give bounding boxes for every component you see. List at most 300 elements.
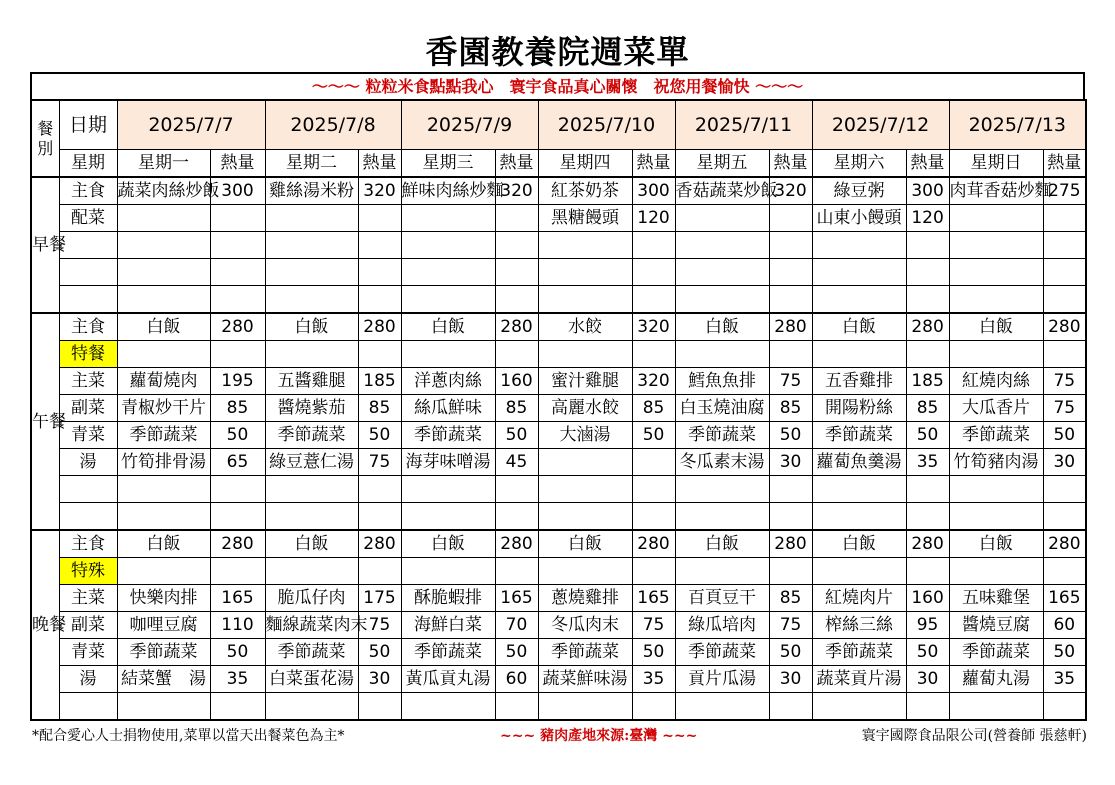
calorie-cell: 35 <box>906 449 949 476</box>
calorie-cell <box>906 232 949 259</box>
calorie-cell <box>906 693 949 721</box>
course-label <box>59 286 117 314</box>
calorie-cell: 160 <box>906 585 949 612</box>
calorie-cell: 30 <box>769 666 812 693</box>
dish-cell: 山東小饅頭 <box>812 205 906 232</box>
dish-cell <box>117 286 210 314</box>
calorie-cell: 280 <box>495 530 538 558</box>
dish-cell <box>401 503 495 531</box>
dinner-row <box>31 612 1086 639</box>
dish-cell <box>812 503 906 531</box>
dish-cell <box>117 259 210 286</box>
calorie-cell: 50 <box>632 639 675 666</box>
calorie-cell: 85 <box>769 585 812 612</box>
dish-cell <box>538 693 632 721</box>
calorie-cell: 300 <box>210 177 265 205</box>
calorie-cell <box>1043 205 1086 232</box>
dish-cell <box>265 558 358 585</box>
calorie-cell: 75 <box>1043 368 1086 395</box>
dinner-row <box>31 558 1086 585</box>
dish-cell <box>949 341 1043 368</box>
dish-cell: 鮮味肉絲炒麵 <box>401 177 495 205</box>
dish-cell <box>949 558 1043 585</box>
calorie-cell <box>210 259 265 286</box>
dish-cell: 季節蔬菜 <box>401 422 495 449</box>
dish-cell: 高麗水餃 <box>538 395 632 422</box>
calorie-cell <box>906 259 949 286</box>
dish-cell: 咖哩豆腐 <box>117 612 210 639</box>
dish-cell <box>401 558 495 585</box>
calorie-cell <box>1043 341 1086 368</box>
course-label <box>59 259 117 286</box>
calorie-cell: 50 <box>1043 422 1086 449</box>
calorie-cell <box>769 503 812 531</box>
dish-cell <box>812 693 906 721</box>
dish-cell <box>675 259 769 286</box>
calorie-cell <box>495 232 538 259</box>
dish-cell: 蔥燒雞排 <box>538 585 632 612</box>
calorie-cell: 195 <box>210 368 265 395</box>
calorie-cell <box>210 286 265 314</box>
dish-cell <box>265 693 358 721</box>
dish-cell <box>949 693 1043 721</box>
calorie-cell: 75 <box>358 449 401 476</box>
dish-cell <box>265 341 358 368</box>
dish-cell: 白飯 <box>401 313 495 341</box>
calorie-header: 熱量 <box>769 150 812 178</box>
calorie-cell: 280 <box>906 313 949 341</box>
dish-cell: 海鮮白菜 <box>401 612 495 639</box>
calorie-cell: 85 <box>358 395 401 422</box>
calorie-cell <box>495 503 538 531</box>
dish-cell: 酥脆蝦排 <box>401 585 495 612</box>
calorie-cell <box>1043 259 1086 286</box>
dish-cell <box>675 476 769 503</box>
footer-company: 寰宇國際食品限公司(營養師 張慈軒) <box>861 728 1087 744</box>
calorie-cell: 60 <box>495 666 538 693</box>
dish-cell <box>401 205 495 232</box>
calorie-cell: 50 <box>210 422 265 449</box>
dish-cell <box>401 286 495 314</box>
dish-cell: 季節蔬菜 <box>401 639 495 666</box>
dish-cell <box>265 503 358 531</box>
date-cell: 2025/7/8 <box>265 100 401 150</box>
dish-cell <box>949 259 1043 286</box>
calorie-cell: 50 <box>495 422 538 449</box>
calorie-cell <box>1043 693 1086 721</box>
calorie-cell: 280 <box>906 530 949 558</box>
breakfast-row <box>31 177 1086 205</box>
course-label: 主食 <box>59 530 117 558</box>
dish-cell <box>117 341 210 368</box>
footer-origin: ~~~ 豬肉產地來源:臺灣 ~~~ <box>500 728 698 744</box>
lunch-row <box>31 503 1086 531</box>
calorie-cell: 275 <box>1043 177 1086 205</box>
dish-cell: 紅茶奶茶 <box>538 177 632 205</box>
calorie-cell <box>632 476 675 503</box>
calorie-cell: 85 <box>906 395 949 422</box>
course-label: 特殊 <box>59 558 117 585</box>
dish-cell <box>538 503 632 531</box>
date-cell: 2025/7/13 <box>949 100 1086 150</box>
dish-cell <box>538 449 632 476</box>
calorie-cell <box>358 476 401 503</box>
calorie-cell <box>495 693 538 721</box>
calorie-header: 熱量 <box>1043 150 1086 178</box>
footer <box>32 724 1087 748</box>
dish-cell: 白飯 <box>675 313 769 341</box>
dish-cell <box>675 232 769 259</box>
calorie-cell <box>1043 476 1086 503</box>
dish-cell: 季節蔬菜 <box>812 422 906 449</box>
calorie-cell <box>769 341 812 368</box>
calorie-cell <box>769 232 812 259</box>
calorie-cell <box>1043 503 1086 531</box>
breakfast-row <box>31 259 1086 286</box>
calorie-cell: 280 <box>1043 530 1086 558</box>
calorie-cell <box>358 232 401 259</box>
dinner-row <box>31 530 1086 558</box>
dish-cell <box>949 205 1043 232</box>
course-label <box>59 476 117 503</box>
dish-cell: 百頁豆干 <box>675 585 769 612</box>
date-cell: 2025/7/9 <box>401 100 538 150</box>
calorie-cell <box>210 693 265 721</box>
weekday-cell: 星期三 <box>401 150 495 178</box>
calorie-cell <box>210 205 265 232</box>
dish-cell: 竹筍排骨湯 <box>117 449 210 476</box>
calorie-cell: 165 <box>495 585 538 612</box>
course-label: 湯 <box>59 449 117 476</box>
calorie-cell <box>632 693 675 721</box>
date-column-header: 日期 <box>59 100 117 150</box>
dish-cell: 白飯 <box>265 530 358 558</box>
calorie-cell <box>1043 232 1086 259</box>
lunch-row <box>31 422 1086 449</box>
course-label: 青菜 <box>59 422 117 449</box>
dish-cell <box>675 503 769 531</box>
calorie-cell <box>358 286 401 314</box>
weekday-column-header: 星期 <box>59 150 117 178</box>
dish-cell <box>949 503 1043 531</box>
calorie-cell: 75 <box>769 612 812 639</box>
dish-cell: 麵線蔬菜肉末 <box>265 612 358 639</box>
dish-cell <box>812 286 906 314</box>
dish-cell: 季節蔬菜 <box>949 639 1043 666</box>
dish-cell: 醬燒紫茄 <box>265 395 358 422</box>
dish-cell <box>265 476 358 503</box>
dish-cell <box>675 286 769 314</box>
course-label <box>59 693 117 721</box>
dish-cell <box>401 341 495 368</box>
calorie-cell <box>358 205 401 232</box>
calorie-cell: 300 <box>632 177 675 205</box>
dish-cell: 冬瓜素末湯 <box>675 449 769 476</box>
dish-cell: 醬燒豆腐 <box>949 612 1043 639</box>
calorie-cell <box>632 558 675 585</box>
dish-cell <box>675 693 769 721</box>
calorie-cell: 30 <box>769 449 812 476</box>
breakfast-label: 早餐 <box>31 177 59 313</box>
calorie-cell <box>495 476 538 503</box>
dish-cell: 白飯 <box>265 313 358 341</box>
calorie-cell: 30 <box>358 666 401 693</box>
dish-cell <box>117 232 210 259</box>
calorie-cell: 320 <box>632 313 675 341</box>
weekly-menu-table <box>30 99 1087 721</box>
calorie-cell: 30 <box>906 666 949 693</box>
dish-cell: 白飯 <box>675 530 769 558</box>
calorie-cell: 120 <box>906 205 949 232</box>
weekday-cell: 星期五 <box>675 150 769 178</box>
dish-cell: 海芽味噌湯 <box>401 449 495 476</box>
calorie-cell <box>210 341 265 368</box>
dish-cell: 青椒炒干片 <box>117 395 210 422</box>
calorie-header: 熱量 <box>906 150 949 178</box>
calorie-cell <box>632 449 675 476</box>
calorie-cell <box>1043 558 1086 585</box>
calorie-cell: 85 <box>210 395 265 422</box>
calorie-header: 熱量 <box>358 150 401 178</box>
dish-cell: 冬瓜肉末 <box>538 612 632 639</box>
calorie-cell: 320 <box>495 177 538 205</box>
calorie-cell: 320 <box>358 177 401 205</box>
course-label <box>59 232 117 259</box>
footer-note: *配合愛心人士捐物使用,菜單以當天出餐菜色為主* <box>32 728 345 744</box>
dish-cell: 白飯 <box>538 530 632 558</box>
date-cell: 2025/7/12 <box>812 100 949 150</box>
calorie-cell: 50 <box>906 422 949 449</box>
dish-cell: 蘿蔔燒肉 <box>117 368 210 395</box>
calorie-cell <box>769 259 812 286</box>
calorie-cell: 30 <box>1043 449 1086 476</box>
dish-cell: 開陽粉絲 <box>812 395 906 422</box>
dish-cell: 白玉燒油腐 <box>675 395 769 422</box>
dish-cell: 季節蔬菜 <box>812 639 906 666</box>
dish-cell: 五醬雞腿 <box>265 368 358 395</box>
dish-cell: 白飯 <box>401 530 495 558</box>
calorie-cell: 45 <box>495 449 538 476</box>
calorie-cell: 70 <box>495 612 538 639</box>
calorie-cell <box>769 558 812 585</box>
dish-cell: 紅燒肉絲 <box>949 368 1043 395</box>
calorie-cell: 280 <box>1043 313 1086 341</box>
calorie-cell: 175 <box>358 585 401 612</box>
dish-cell <box>265 205 358 232</box>
dish-cell: 季節蔬菜 <box>949 422 1043 449</box>
calorie-cell: 35 <box>632 666 675 693</box>
dish-cell <box>401 476 495 503</box>
calorie-cell: 75 <box>1043 395 1086 422</box>
calorie-cell: 320 <box>632 368 675 395</box>
dish-cell <box>812 341 906 368</box>
dinner-row <box>31 693 1086 721</box>
calorie-cell <box>495 341 538 368</box>
dish-cell: 白飯 <box>949 530 1043 558</box>
dish-cell: 快樂肉排 <box>117 585 210 612</box>
dish-cell: 季節蔬菜 <box>265 639 358 666</box>
weekday-cell: 星期一 <box>117 150 210 178</box>
slogan-text: ～～～ 粒粒米食點點我心 寰宇食品真心關懷 祝您用餐愉快 ～～～ <box>311 77 804 96</box>
dish-cell: 結菜蟹 湯 <box>117 666 210 693</box>
calorie-cell <box>906 503 949 531</box>
dish-cell: 白菜蛋花湯 <box>265 666 358 693</box>
calorie-cell: 165 <box>632 585 675 612</box>
dish-cell <box>538 476 632 503</box>
calorie-cell: 75 <box>769 368 812 395</box>
course-label: 青菜 <box>59 639 117 666</box>
calorie-cell <box>769 693 812 721</box>
course-label <box>59 503 117 531</box>
calorie-cell: 280 <box>210 313 265 341</box>
calorie-cell: 280 <box>769 530 812 558</box>
dish-cell: 季節蔬菜 <box>538 639 632 666</box>
calorie-cell <box>632 232 675 259</box>
slogan-banner <box>30 72 1085 99</box>
calorie-cell <box>495 205 538 232</box>
calorie-cell: 280 <box>769 313 812 341</box>
calorie-cell: 85 <box>769 395 812 422</box>
calorie-header: 熱量 <box>210 150 265 178</box>
dish-cell: 綠豆薏仁湯 <box>265 449 358 476</box>
calorie-cell: 165 <box>1043 585 1086 612</box>
calorie-cell: 110 <box>210 612 265 639</box>
calorie-cell <box>358 693 401 721</box>
calorie-cell: 280 <box>210 530 265 558</box>
dish-cell: 榨絲三絲 <box>812 612 906 639</box>
dinner-row <box>31 666 1086 693</box>
course-label: 主菜 <box>59 368 117 395</box>
calorie-cell: 50 <box>495 639 538 666</box>
calorie-header: 熱量 <box>495 150 538 178</box>
breakfast-row <box>31 205 1086 232</box>
lunch-row <box>31 368 1086 395</box>
calorie-cell: 50 <box>632 422 675 449</box>
dish-cell: 紅燒肉片 <box>812 585 906 612</box>
calorie-cell <box>358 259 401 286</box>
dish-cell <box>949 476 1043 503</box>
calorie-cell <box>906 476 949 503</box>
dish-cell <box>812 232 906 259</box>
weekday-header-row <box>31 150 1086 178</box>
dish-cell <box>401 693 495 721</box>
breakfast-row <box>31 286 1086 314</box>
calorie-cell <box>906 286 949 314</box>
dish-cell: 黃瓜貢丸湯 <box>401 666 495 693</box>
calorie-cell: 50 <box>769 422 812 449</box>
calorie-cell: 280 <box>495 313 538 341</box>
dish-cell: 蔬菜貢片湯 <box>812 666 906 693</box>
calorie-cell: 75 <box>358 612 401 639</box>
calorie-cell <box>632 286 675 314</box>
calorie-cell: 35 <box>1043 666 1086 693</box>
dish-cell <box>401 259 495 286</box>
calorie-cell: 120 <box>632 205 675 232</box>
calorie-cell <box>632 259 675 286</box>
dish-cell <box>949 286 1043 314</box>
dish-cell <box>538 259 632 286</box>
lunch-label: 午餐 <box>31 313 59 530</box>
course-label: 主菜 <box>59 585 117 612</box>
dish-cell: 季節蔬菜 <box>675 639 769 666</box>
course-label: 配菜 <box>59 205 117 232</box>
calorie-cell <box>495 259 538 286</box>
calorie-cell <box>358 558 401 585</box>
course-label: 特餐 <box>59 341 117 368</box>
dish-cell <box>117 476 210 503</box>
date-cell: 2025/7/11 <box>675 100 812 150</box>
calorie-cell: 35 <box>210 666 265 693</box>
calorie-cell <box>210 476 265 503</box>
dish-cell <box>538 232 632 259</box>
breakfast-row <box>31 232 1086 259</box>
calorie-cell: 185 <box>906 368 949 395</box>
calorie-cell: 300 <box>906 177 949 205</box>
date-header-row <box>31 100 1086 150</box>
calorie-cell <box>210 232 265 259</box>
calorie-cell <box>210 558 265 585</box>
calorie-cell: 85 <box>495 395 538 422</box>
dish-cell: 蔬菜肉絲炒飯 <box>117 177 210 205</box>
dish-cell: 綠豆粥 <box>812 177 906 205</box>
calorie-cell: 50 <box>358 639 401 666</box>
dish-cell: 鱈魚魚排 <box>675 368 769 395</box>
calorie-cell: 50 <box>1043 639 1086 666</box>
calorie-cell: 65 <box>210 449 265 476</box>
dish-cell <box>265 286 358 314</box>
dish-cell: 絲瓜鮮味 <box>401 395 495 422</box>
lunch-row <box>31 341 1086 368</box>
date-cell: 2025/7/10 <box>538 100 675 150</box>
dish-cell: 蘿蔔丸湯 <box>949 666 1043 693</box>
dish-cell: 綠瓜培肉 <box>675 612 769 639</box>
dish-cell: 洋蔥肉絲 <box>401 368 495 395</box>
course-label: 副菜 <box>59 612 117 639</box>
weekday-cell: 星期四 <box>538 150 632 178</box>
dish-cell: 白飯 <box>812 313 906 341</box>
dish-cell <box>675 558 769 585</box>
calorie-cell: 50 <box>358 422 401 449</box>
date-cell: 2025/7/7 <box>117 100 265 150</box>
dish-cell <box>265 259 358 286</box>
dish-cell <box>117 205 210 232</box>
calorie-cell: 320 <box>769 177 812 205</box>
dinner-label: 晚餐 <box>31 530 59 720</box>
dish-cell <box>675 341 769 368</box>
calorie-cell <box>769 286 812 314</box>
dish-cell <box>265 232 358 259</box>
dish-cell: 黑糖饅頭 <box>538 205 632 232</box>
calorie-cell: 50 <box>769 639 812 666</box>
dish-cell: 香菇蔬菜炒飯 <box>675 177 769 205</box>
calorie-cell: 50 <box>210 639 265 666</box>
calorie-cell <box>358 503 401 531</box>
weekday-cell: 星期二 <box>265 150 358 178</box>
calorie-cell: 50 <box>906 639 949 666</box>
dish-cell: 蘿蔔魚羹湯 <box>812 449 906 476</box>
dish-cell: 白飯 <box>117 313 210 341</box>
dish-cell: 五香雞排 <box>812 368 906 395</box>
meal-column-header: 餐別 <box>31 100 59 177</box>
calorie-cell <box>906 341 949 368</box>
course-label: 主食 <box>59 313 117 341</box>
calorie-cell <box>632 503 675 531</box>
calorie-cell <box>769 205 812 232</box>
page-title: 香園教養院週菜單 <box>425 33 690 71</box>
lunch-row <box>31 395 1086 422</box>
calorie-cell: 280 <box>358 313 401 341</box>
dish-cell <box>401 232 495 259</box>
